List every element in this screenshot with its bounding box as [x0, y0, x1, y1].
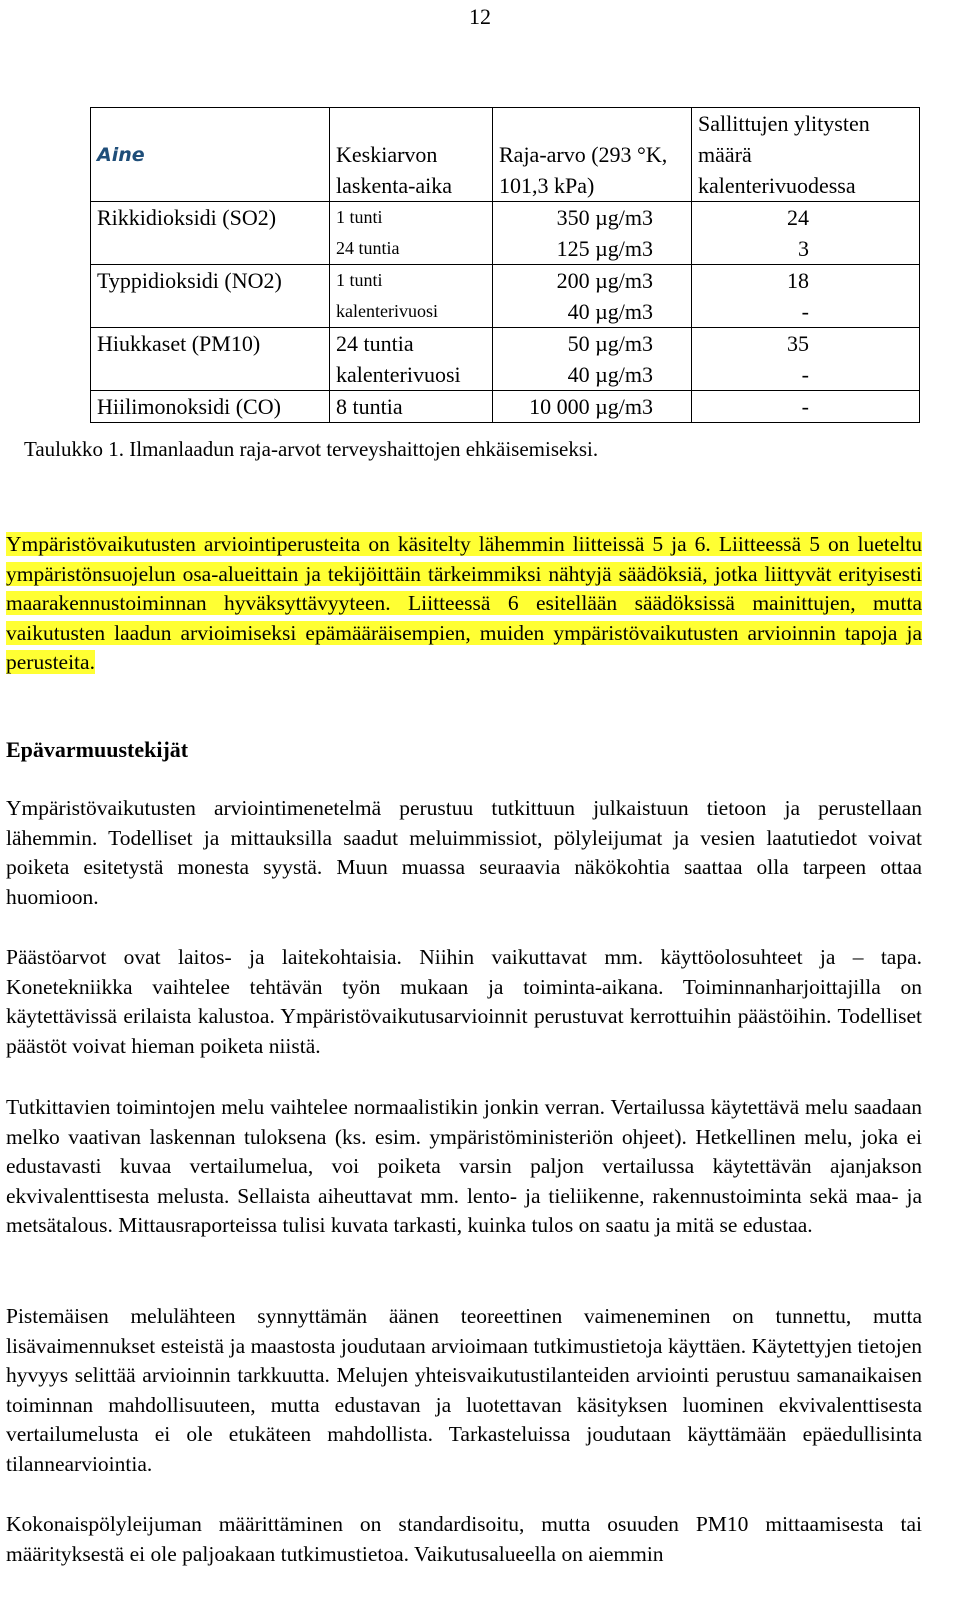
cell-text: 24 — [787, 205, 809, 230]
cell-text: Rikkidioksidi (SO2) — [97, 205, 277, 230]
cell-text: 125 µg/m3 — [556, 236, 653, 261]
table-caption: Taulukko 1. Ilmanlaadun raja-arvot terveyshaittojen ehkäisemiseksi. — [24, 437, 599, 461]
cell-text: - — [801, 362, 809, 387]
row-name — [91, 328, 330, 391]
row-name — [91, 265, 330, 328]
row-times — [330, 202, 493, 265]
row-limits — [493, 391, 692, 423]
cell-text: - — [801, 394, 809, 419]
table-header-row — [91, 108, 920, 202]
table-row — [91, 391, 920, 423]
row-counts — [692, 265, 920, 328]
paragraph-4: Pistemäisen melulähteen synnyttämän äänen teoreettinen vaimeneminen on tunnettu, mutta lisävaimennukset esteistä ja maastosta joudutaan arvioimaan tutkimustietoja käyttäen. Käytettyjen tietojen hyvyys selittää arvioinnin tarkkuutta. Melujen yhteisvaikutustilanteiden arviointi perustuu samanaikaisen toiminnan mahdollisuuteen, mutta edustavan ja luotettavan käsityksen luominen ekvivalenttisesta vertailumelusta ei ole etukäteen mahdollista. Tarkasteluissa joudutaan käyttämään epäedullisinta tilannearviointia. — [6, 1304, 922, 1476]
row-limits — [493, 202, 692, 265]
header-sallittujen: Sallittujen ylitysten määrä kalenterivuodessa — [692, 108, 920, 202]
cell-text: 1 tunti — [336, 270, 383, 290]
highlight-paragraph — [6, 530, 922, 678]
cell-text: 24 tuntia — [336, 238, 400, 258]
cell-text: kalenterivuosi — [336, 301, 438, 321]
row-counts — [692, 202, 920, 265]
cell-text: 18 — [787, 268, 809, 293]
table-row — [91, 328, 920, 391]
cell-text: kalenterivuosi — [336, 362, 461, 387]
row-counts — [692, 328, 920, 391]
cell-text: 350 µg/m3 — [556, 205, 653, 230]
header-aine — [91, 108, 330, 202]
cell-text: 1 tunti — [336, 207, 383, 227]
cell-text: 24 tuntia — [336, 331, 414, 356]
cell-text: 10 000 µg/m3 — [529, 394, 653, 419]
table-row — [91, 202, 920, 265]
cell-text: 200 µg/m3 — [556, 268, 653, 293]
air-quality-table — [90, 107, 920, 423]
header-raja: Raja-arvo (293 °K, 101,3 kPa) — [493, 108, 692, 202]
row-name — [91, 202, 330, 265]
table-row — [91, 265, 920, 328]
highlighted-text: Ympäristövaikutusten arviointiperusteita on käsitelty lähemmin liitteissä 5 ja 6. Liitteessä 5 on lueteltu ympäristönsuojelun osa-alueittain ja tekijöittäin tärkeimmiksi nähtyjä säädöksiä, jotka liittyvät erityisesti maarakennustoiminnan hyväksyttävyyteen. Liitteessä 6 esitellään säädöksissä mainittujen, mutta vaikutusten laadun arvioimiseksi epämääräisempien, muiden ympäristövaikutusten arvioinnin tapoja ja perusteita. — [6, 532, 922, 674]
cell-text: - — [801, 299, 809, 324]
paragraph-5: Kokonaispölyleijuman määrittäminen on standardisoitu, mutta osuuden PM10 mittaamisesta tai määrityksestä ei ole paljoakaan tutkimustietoa. Vaikutusalueella on aiemmin — [6, 1512, 922, 1566]
row-limits — [493, 265, 692, 328]
cell-text: Typpidioksidi (NO2) — [97, 268, 282, 293]
cell-text: 3 — [798, 236, 809, 261]
cell-text: 50 µg/m3 — [567, 331, 653, 356]
cell-text: Hiukkaset (PM10) — [97, 331, 261, 356]
page-number: 12 — [469, 4, 491, 29]
section-heading: Epävarmuustekijät — [6, 737, 189, 762]
cell-text: 40 µg/m3 — [567, 362, 653, 387]
cell-text: 35 — [787, 331, 809, 356]
cell-text: 8 tuntia — [336, 394, 403, 419]
header-aine-label: Aine — [97, 144, 145, 166]
row-counts — [692, 391, 920, 423]
row-times — [330, 391, 493, 423]
paragraph-2: Päästöarvot ovat laitos- ja laitekohtaisia. Niihin vaikuttavat mm. käyttöolosuhteet ja – tapa. Konetekniikka vaihtelee tehtävän työn mukaan ja toiminta-aikana. Toiminnanharjoittajilla on käytettävissä erilaista kalustoa. Ympäristövaikutusarvioinnit perustuvat kerrottuihin päästöihin. Todelliset päästöt voivat hieman poiketa niistä. — [6, 945, 922, 1058]
cell-text: 40 µg/m3 — [567, 299, 653, 324]
row-limits — [493, 328, 692, 391]
cell-text: Hiilimonoksidi (CO) — [97, 394, 281, 419]
paragraph-1: Ympäristövaikutusten arviointimenetelmä perustuu tutkittuun julkaistuun tietoon ja perustellaan lähemmin. Todelliset ja mittauksilla saadut meluimmissiot, pölyleijumat ja vesien laatutiedot voivat poiketa esitetystä monesta syystä. Muun muassa seuraavia näkökohtia saattaa olla tarpeen ottaa huomioon. — [6, 796, 922, 909]
header-keskiarvo: Keskiarvon laskenta-aika — [330, 108, 493, 202]
row-times — [330, 265, 493, 328]
row-name — [91, 391, 330, 423]
paragraph-3: Tutkittavien toimintojen melu vaihtelee normaalistikin jonkin verran. Vertailussa käytettävä melu saadaan melko vaativan laskennan tuloksena (ks. esim. ympäristöministeriön ohjeet). Hetkellinen melu, joka ei edustavasti kuvaa vertailumelua, voi poiketa varsin paljon vertailussa käytettävän ajanjakson ekvivalenttisesta melusta. Sellaista aiheuttavat mm. lento- ja tieliikenne, rakennustoiminta sekä maa- ja metsätalous. Mittausraporteissa tulisi kuvata tarkasti, kuinka tulos on saatu ja mitä se edustaa. — [6, 1095, 922, 1237]
row-times — [330, 328, 493, 391]
